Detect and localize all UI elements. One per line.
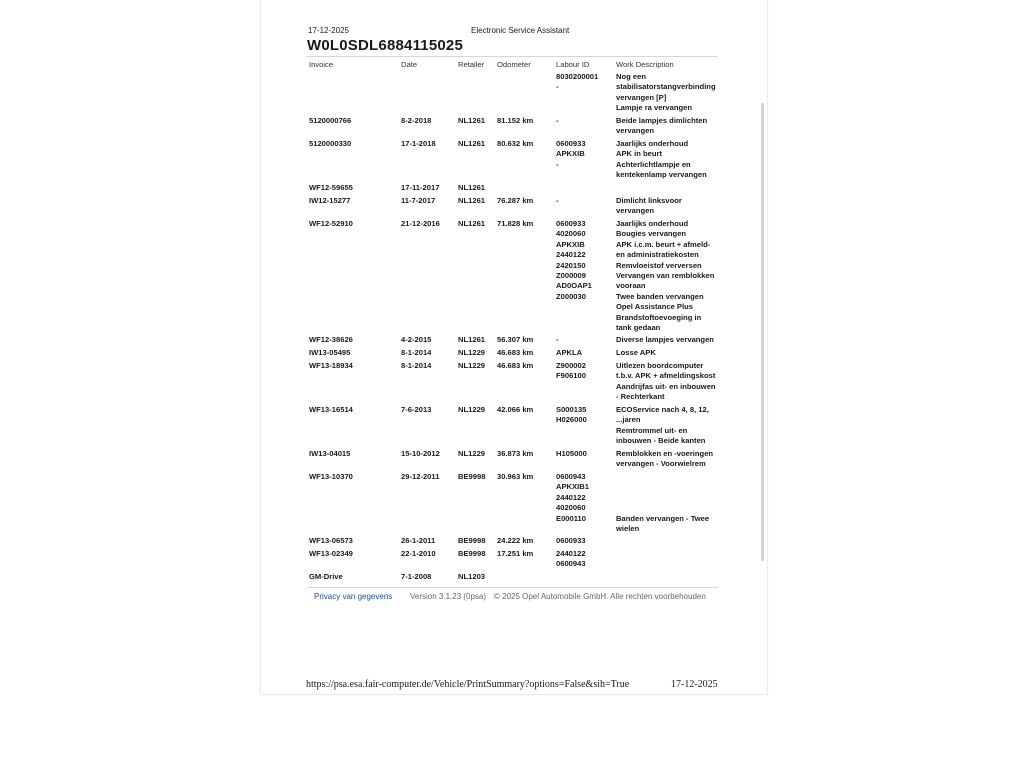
odometer-cell: 46.683 km xyxy=(497,361,534,370)
labour-id-line: F906100 xyxy=(556,371,586,381)
labour-id-line: 2440122 xyxy=(556,549,586,558)
labour-id-cell xyxy=(556,219,592,302)
odometer-cell: 17.251 km xyxy=(497,549,534,558)
col-date-header: Date xyxy=(401,60,418,69)
invoice-cell: WF13-06573 xyxy=(309,536,353,545)
labour-id-line: AD0OAP1 xyxy=(556,281,592,291)
header-divider xyxy=(307,56,718,57)
retailer-cell: NL1261 xyxy=(458,183,486,192)
retailer-cell: NL1229 xyxy=(458,361,486,370)
work-description-line: Twee banden vervangen xyxy=(616,291,704,301)
work-description-line: t.b.v. APK + afmeldingskost xyxy=(616,371,716,381)
work-description-line: Diverse lampjes vervangen xyxy=(616,335,714,344)
labour-id-line: 0600943 xyxy=(556,472,586,481)
retailer-cell: BE9998 xyxy=(458,472,486,481)
odometer-cell: 36.873 km xyxy=(497,449,534,458)
invoice-cell: WF12-59655 xyxy=(309,183,353,192)
labour-id-cell xyxy=(556,536,586,546)
work-description-line: APK i.c.m. beurt + afmeld- xyxy=(616,239,711,249)
labour-id-line: - xyxy=(556,335,559,344)
work-description-line: Nog een xyxy=(616,72,646,81)
work-description-line xyxy=(616,493,709,503)
invoice-cell: WF13-02349 xyxy=(309,549,353,558)
col-labour-header: Labour ID xyxy=(556,60,590,69)
odometer-cell: 46.683 km xyxy=(497,348,534,357)
app-title: Electronic Service Assistant xyxy=(471,26,570,35)
work-description-line: en administratiekosten xyxy=(616,250,699,260)
work-description-line: Jaarlijks onderhoud xyxy=(616,219,689,228)
labour-id-line: 2440122 xyxy=(556,250,586,260)
work-description-line: Remtrommel uit- en xyxy=(616,425,688,435)
print-date-header: 17-12-2025 xyxy=(308,26,349,35)
odometer-cell: 71.828 km xyxy=(497,219,534,228)
work-description-line: Beide lampjes dimlichten xyxy=(616,116,708,125)
labour-id-line: - xyxy=(556,116,559,125)
col-invoice-header: Invoice xyxy=(309,60,334,69)
work-description-line: Bougies vervangen xyxy=(616,229,687,239)
labour-id-line: Z000009 xyxy=(556,271,586,281)
vin-title: W0L0SDL6884115025 xyxy=(307,37,464,54)
work-description-line: Losse APK xyxy=(616,348,656,357)
retailer-cell: BE9998 xyxy=(458,536,486,545)
date-cell: 22-1-2010 xyxy=(401,549,436,558)
odometer-cell: 81.152 km xyxy=(497,116,534,125)
labour-id-line: 4020060 xyxy=(556,229,586,239)
invoice-cell: IW13-04015 xyxy=(309,449,351,458)
odometer-cell: 56.307 km xyxy=(497,335,534,344)
copyright-text: © 2025 Opel Automobile GmbH. Alle rechten voorbehouden xyxy=(494,592,706,601)
retailer-cell: NL1261 xyxy=(458,196,486,205)
work-description-line: vooraan xyxy=(616,281,646,291)
date-cell: 15-10-2012 xyxy=(401,449,440,458)
col-odometer-header: Odometer xyxy=(497,60,531,69)
retailer-cell: NL1261 xyxy=(458,335,486,344)
work-description-cell xyxy=(616,116,707,137)
col-work-header: Work Description xyxy=(616,60,674,69)
invoice-cell: IW13-05495 xyxy=(309,348,351,357)
labour-id-cell xyxy=(556,72,598,93)
invoice-cell: WF13-10370 xyxy=(309,472,353,481)
odometer-cell: 42.066 km xyxy=(497,405,534,414)
date-cell: 26-1-2011 xyxy=(401,536,436,545)
labour-id-line: 2440122 xyxy=(556,492,586,502)
print-url: https://psa.esa.fair-computer.de/Vehicle/PrintSummary?options=False&sih=True xyxy=(306,679,630,690)
labour-id-cell xyxy=(556,472,589,524)
labour-id-cell xyxy=(556,405,587,426)
work-description-line: Uitlezen boordcomputer xyxy=(616,361,704,370)
work-description-line: ECOService nach 4, 8, 12, xyxy=(616,405,709,414)
work-description-line: APK in beurt xyxy=(616,149,662,159)
work-description-cell xyxy=(616,139,707,181)
work-description-cell xyxy=(616,472,709,534)
work-description-line: Vervangen van remblokken xyxy=(616,271,715,281)
work-description-cell xyxy=(616,449,713,470)
work-description-line: - Rechterkant xyxy=(616,392,665,402)
print-date-footer: 17-12-2025 xyxy=(671,679,718,690)
odometer-cell: 80.632 km xyxy=(497,139,534,148)
invoice-cell: WF13-18934 xyxy=(309,361,353,370)
labour-id-line: S000135 xyxy=(556,405,587,414)
work-description-line: Achterlichtlampje en xyxy=(616,159,691,169)
invoice-cell: GM-Drive xyxy=(309,572,343,581)
labour-id-cell xyxy=(556,335,559,345)
labour-id-line: Z900002 xyxy=(556,361,586,370)
invoice-cell: WF12-38626 xyxy=(309,335,353,344)
date-cell: 11-7-2017 xyxy=(401,196,436,205)
date-cell: 8-1-2014 xyxy=(401,348,432,357)
scrollbar[interactable] xyxy=(761,103,764,561)
labour-id-cell xyxy=(556,116,559,126)
labour-id-line: Z000030 xyxy=(556,291,586,301)
odometer-cell: 24.222 km xyxy=(497,536,534,545)
work-description-line: Remblokken en -voeringen xyxy=(616,449,714,458)
labour-id-cell xyxy=(556,361,586,382)
date-cell: 7-1-2008 xyxy=(401,572,432,581)
work-description-line: Aandrijfas uit- en inbouwen xyxy=(616,381,716,391)
date-cell: 8-1-2014 xyxy=(401,361,432,370)
labour-id-line: H105000 xyxy=(556,449,587,458)
date-cell: 7-6-2013 xyxy=(401,405,432,414)
labour-id-line: - xyxy=(556,196,559,205)
date-cell: 21-12-2016 xyxy=(401,219,440,228)
work-description-line: Lampje ra vervangen xyxy=(616,103,692,113)
date-cell: 17-11-2017 xyxy=(401,183,440,192)
work-description-line: vervangen [P] xyxy=(616,92,667,102)
labour-id-line: 2420150 xyxy=(556,260,586,270)
labour-id-cell xyxy=(556,196,559,206)
footer-divider xyxy=(307,587,718,588)
work-description-cell xyxy=(616,196,682,217)
labour-id-cell xyxy=(556,449,587,459)
work-description-line: Dimlicht linksvoor xyxy=(616,196,682,205)
labour-id-cell xyxy=(556,348,582,358)
odometer-cell: 76.287 km xyxy=(497,196,534,205)
work-description-line: vervangen - Voorwielrem xyxy=(616,459,706,469)
retailer-cell: NL1229 xyxy=(458,449,486,458)
odometer-cell: 30.963 km xyxy=(497,472,534,481)
work-description-cell xyxy=(616,219,714,333)
work-description-line: Brandstoftoevoeging in xyxy=(616,312,702,322)
retailer-cell: NL1261 xyxy=(458,139,486,148)
labour-id-line: 0600933 xyxy=(556,219,586,228)
date-cell: 8-2-2018 xyxy=(401,116,432,125)
labour-id-line: 0600943 xyxy=(556,559,586,569)
work-description-cell xyxy=(616,348,656,358)
invoice-cell: WF13-16514 xyxy=(309,405,353,414)
work-description-line: Banden vervangen - Twee xyxy=(616,513,710,523)
labour-id-line: APKXIB xyxy=(556,239,585,249)
work-description-line: tank gedaan xyxy=(616,323,661,333)
labour-id-cell xyxy=(556,139,586,170)
labour-id-line: 0600933 xyxy=(556,536,586,545)
invoice-cell: 5120000766 xyxy=(309,116,352,125)
labour-id-line: APKXIB xyxy=(556,149,585,159)
retailer-cell: NL1261 xyxy=(458,219,486,228)
labour-id-line: E000110 xyxy=(556,513,586,523)
work-description-cell xyxy=(616,405,709,447)
work-description-line xyxy=(616,503,709,513)
retailer-cell: NL1203 xyxy=(458,572,486,581)
work-description-line: Opel Assistance Plus xyxy=(616,302,693,312)
work-description-line: stabilisatorstangverbinding xyxy=(616,82,716,92)
date-cell: 17-1-2018 xyxy=(401,139,436,148)
labour-id-line: 0600933 xyxy=(556,139,586,148)
col-retailer-header: Retailer xyxy=(458,60,485,69)
work-description-cell xyxy=(616,72,716,114)
retailer-cell: BE9998 xyxy=(458,549,486,558)
work-description-line xyxy=(616,472,709,482)
work-description-line: kentekenlamp vervangen xyxy=(616,170,707,180)
work-description-line: vervangen xyxy=(616,206,654,216)
work-description-cell xyxy=(616,335,714,345)
work-description-line: vervangen xyxy=(616,126,654,136)
work-description-line: Remvloeistof verversen xyxy=(616,260,702,270)
work-description-line: wielen xyxy=(616,524,640,534)
labour-id-line: APKXIB1 xyxy=(556,482,589,492)
labour-id-cell xyxy=(556,549,586,570)
labour-id-line: 4020060 xyxy=(556,503,586,513)
version-text: Version 3.1.23 (0psa) xyxy=(410,592,487,601)
labour-id-line: 8030200001 xyxy=(556,72,599,81)
labour-id-line: - xyxy=(556,82,559,92)
work-description-line: ...jaren xyxy=(616,415,641,425)
work-description-line: Jaarlijks onderhoud xyxy=(616,139,689,148)
invoice-cell: WF12-52910 xyxy=(309,219,353,228)
retailer-cell: NL1229 xyxy=(458,348,486,357)
labour-id-line: APKLA xyxy=(556,348,583,357)
labour-id-line: H026000 xyxy=(556,415,587,425)
labour-id-line: - xyxy=(556,159,559,169)
privacy-link[interactable]: Privacy van gegevens xyxy=(314,592,393,601)
invoice-cell: 5120000330 xyxy=(309,139,352,148)
work-description-cell xyxy=(616,361,716,403)
date-cell: 29-12-2011 xyxy=(401,472,440,481)
retailer-cell: NL1261 xyxy=(458,116,486,125)
invoice-cell: IW12-15277 xyxy=(309,196,351,205)
retailer-cell: NL1229 xyxy=(458,405,486,414)
work-description-line xyxy=(616,482,709,492)
work-description-line: inbouwen - Beide kanten xyxy=(616,436,706,446)
date-cell: 4-2-2015 xyxy=(401,335,432,344)
